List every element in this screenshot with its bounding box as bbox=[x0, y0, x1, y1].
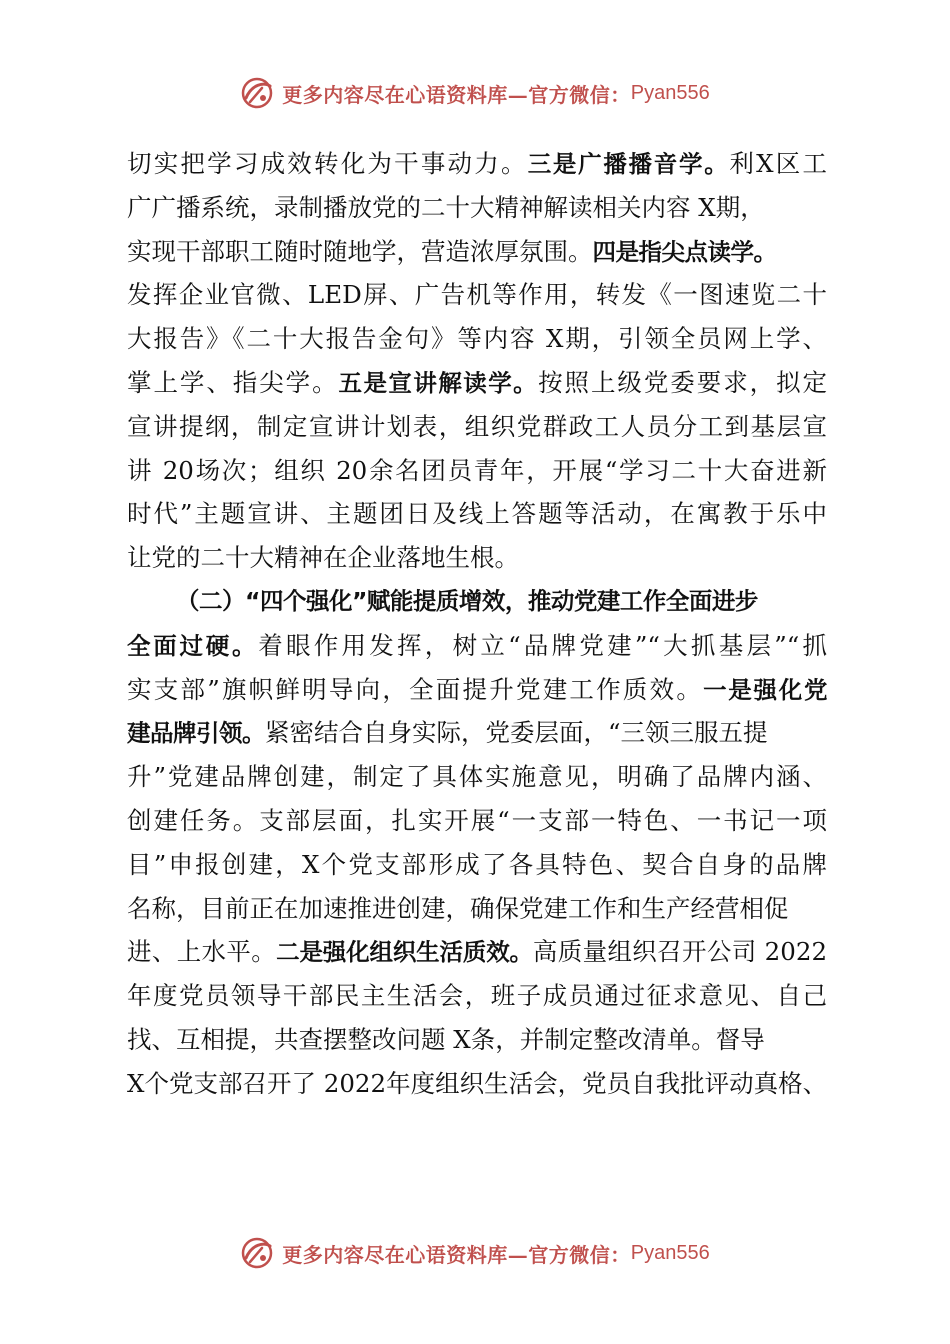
text-line: 找、互相提，共查摆整改问题 X条，并制定整改清单。督导 bbox=[127, 1024, 765, 1054]
text-line: 创建任务。支部层面，扎实开展“一支部一特色、一书记一项 bbox=[127, 805, 827, 835]
header-watermark bbox=[0, 68, 950, 118]
document-body bbox=[127, 142, 827, 1106]
text-line: 切实把学习成效转化为干事动力。三是广播播音学。利X区工 bbox=[127, 149, 827, 178]
footer-watermark bbox=[0, 1228, 950, 1278]
text-line: 建品牌引领。紧密结合自身实际，党委层面，“三领三服五提 bbox=[127, 718, 768, 748]
text-line: 发挥企业官微、LED屏、广告机等作用，转发《一图速览二十 bbox=[127, 280, 827, 310]
bold-heading: 二是强化组织生活质效。 bbox=[276, 938, 533, 967]
text-line: 进、上水平。二是强化组织生活质效。高质量组织召开公司 2022 bbox=[127, 937, 827, 967]
seal-logo-icon bbox=[240, 1236, 274, 1270]
text-line: 宣讲提纲，制定宣讲计划表，组织党群政工人员分工到基层宣 bbox=[127, 411, 827, 441]
watermark-wechat-id: Pyan556 bbox=[630, 1241, 710, 1264]
seal-logo-icon bbox=[240, 76, 274, 110]
text-line: 时代”主题宣讲、主题团日及线上答题等活动，在寓教于乐中 bbox=[127, 499, 827, 529]
text-line: 让党的二十大精神在企业落地生根。 bbox=[127, 543, 519, 573]
text-line: 全面过硬。着眼作用发挥，树立“品牌党建”“大抓基层”“抓 bbox=[127, 630, 827, 660]
bold-heading: 五是宣讲解读学。 bbox=[338, 368, 539, 397]
text-line: 实支部”旗帜鲜明导向，全面提升党建工作质效。一是强化党 bbox=[127, 674, 827, 704]
watermark-text: 更多内容尽在心语资料库—官方微信： bbox=[282, 1242, 631, 1267]
text-line: 名称，目前正在加速推进创建，确保党建工作和生产经营相促 bbox=[127, 893, 789, 923]
watermark-text: 更多内容尽在心语资料库—官方微信： bbox=[282, 82, 631, 107]
text-line: 目”申报创建，X个党支部形成了各具特色、契合自身的品牌 bbox=[127, 849, 827, 879]
watermark-wechat-id: Pyan556 bbox=[630, 81, 710, 104]
section-heading: （二）“四个强化”赋能提质增效，推动党建工作全面进步 bbox=[176, 586, 758, 615]
text-line: 年度党员领导干部民主生活会，班子成员通过征求意见、自己 bbox=[127, 981, 827, 1011]
bold-heading: 建品牌引领。 bbox=[127, 719, 265, 748]
bold-heading: 一是强化党 bbox=[703, 675, 827, 704]
text-line: 讲 20场次；组织 20余名团员青年，开展“学习二十大奋进新 bbox=[127, 455, 827, 485]
bold-heading: 三是广播播音学。 bbox=[527, 150, 730, 178]
text-line: 大报告》《二十大报告金句》等内容 X期，引领全员网上学、 bbox=[127, 324, 827, 354]
text-line: 升”党建品牌创建，制定了具体实施意见，明确了品牌内涵、 bbox=[127, 762, 827, 792]
bold-heading: 全面过硬。 bbox=[127, 631, 259, 660]
bold-heading: 四是指尖点读学。 bbox=[592, 237, 777, 266]
text-line: X个党支部召开了 2022年度组织生活会，党员自我批评动真格、 bbox=[127, 1068, 827, 1098]
text-line: 广广播系统，录制播放党的二十大精神解读相关内容 X期， bbox=[127, 192, 765, 222]
text-line: 掌上学、指尖学。五是宣讲解读学。按照上级党委要求，拟定 bbox=[127, 367, 827, 397]
text-line: 实现干部职工随时随地学，营造浓厚氛围。四是指尖点读学。 bbox=[127, 236, 777, 266]
